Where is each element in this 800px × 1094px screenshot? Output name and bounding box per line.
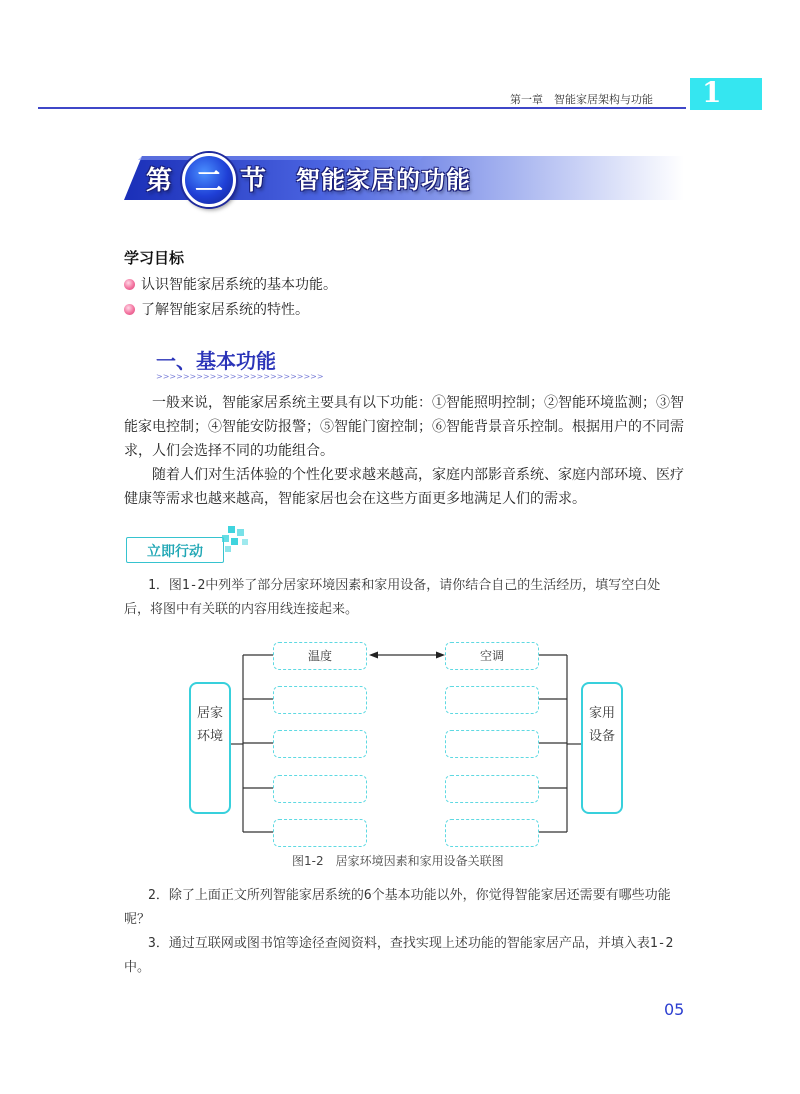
- env-factor-blank[interactable]: [273, 775, 367, 803]
- env-factor-blank[interactable]: [273, 686, 367, 714]
- env-factor-blank[interactable]: [273, 730, 367, 758]
- task-1: 1．图1-2中列举了部分居家环境因素和家用设备，请你结合自己的生活经历，填写空白处后，将图中有关联的内容用线连接起来。: [124, 578, 661, 617]
- body-paragraph: 随着人们对生活体验的个性化要求越来越高，家庭内部影音系统、家庭内部环境、医疗健康等需求也越来越高，智能家居也会在这些方面更多地满足人们的需求。: [124, 467, 684, 507]
- objective-text: 认识智能家居系统的基本功能。: [141, 277, 337, 293]
- device-blank[interactable]: [445, 775, 539, 803]
- relation-diagram: [185, 638, 630, 848]
- env-factor-box: 温度: [273, 642, 367, 670]
- pink-bullet-icon: [124, 304, 135, 315]
- subsection-heading: 一、基本功能: [156, 349, 276, 373]
- task-2: 2．除了上面正文所列智能家居系统的6个基本功能以外，你觉得智能家居还需要有哪些功能呢？: [124, 888, 671, 927]
- running-header-title: 第一章 智能家居架构与功能: [510, 93, 653, 106]
- arrow-left-icon: [369, 652, 378, 659]
- left-group-box: [189, 682, 231, 814]
- device-blank[interactable]: [445, 686, 539, 714]
- heading-decoration: >>>>>>>>>>>>>>>>>>>>>>>>>: [156, 372, 324, 381]
- header-rule: [38, 107, 686, 109]
- env-factor-blank[interactable]: [273, 819, 367, 847]
- right-group-box: [581, 682, 623, 814]
- chapter-number: 1: [702, 76, 722, 109]
- action-box: [126, 537, 224, 563]
- objective-text: 了解智能家居系统的特性。: [141, 302, 309, 318]
- device-box: 空调: [445, 642, 539, 670]
- left-group-label: 居家环境: [196, 706, 223, 744]
- chapter-tab: [690, 78, 762, 110]
- diagram-connector-lines: [185, 638, 630, 848]
- page-number: 05: [664, 1000, 685, 1019]
- pink-bullet-icon: [124, 279, 135, 290]
- objectives-heading: 学习目标: [124, 249, 185, 267]
- objective-item: [124, 299, 309, 319]
- section-number-badge: [182, 153, 236, 207]
- section-number: 二: [194, 165, 223, 198]
- pixel-decoration-icon: [222, 526, 252, 556]
- action-label: 立即行动: [147, 544, 203, 560]
- device-blank[interactable]: [445, 730, 539, 758]
- banner-jie: 节: [240, 166, 267, 196]
- device-blank[interactable]: [445, 819, 539, 847]
- body-paragraph: 一般来说，智能家居系统主要具有以下功能：①智能照明控制；②智能环境监测；③智能家电控制；④智能安防报警；⑤智能门窗控制；⑥智能背景音乐控制。根据用户的不同需求，人们会选择不同的功能组合。: [124, 395, 684, 459]
- objective-item: [124, 274, 337, 294]
- figure-caption: 图1-2 居家环境因素和家用设备关联图: [292, 854, 504, 868]
- arrow-right-icon: [436, 652, 445, 659]
- banner-di: 第: [146, 166, 173, 196]
- section-title: 智能家居的功能: [296, 166, 471, 194]
- task-3: 3．通过互联网或图书馆等途径查阅资料，查找实现上述功能的智能家居产品，并填入表1-2中。: [124, 936, 674, 975]
- right-group-label: 家用设备: [588, 706, 615, 744]
